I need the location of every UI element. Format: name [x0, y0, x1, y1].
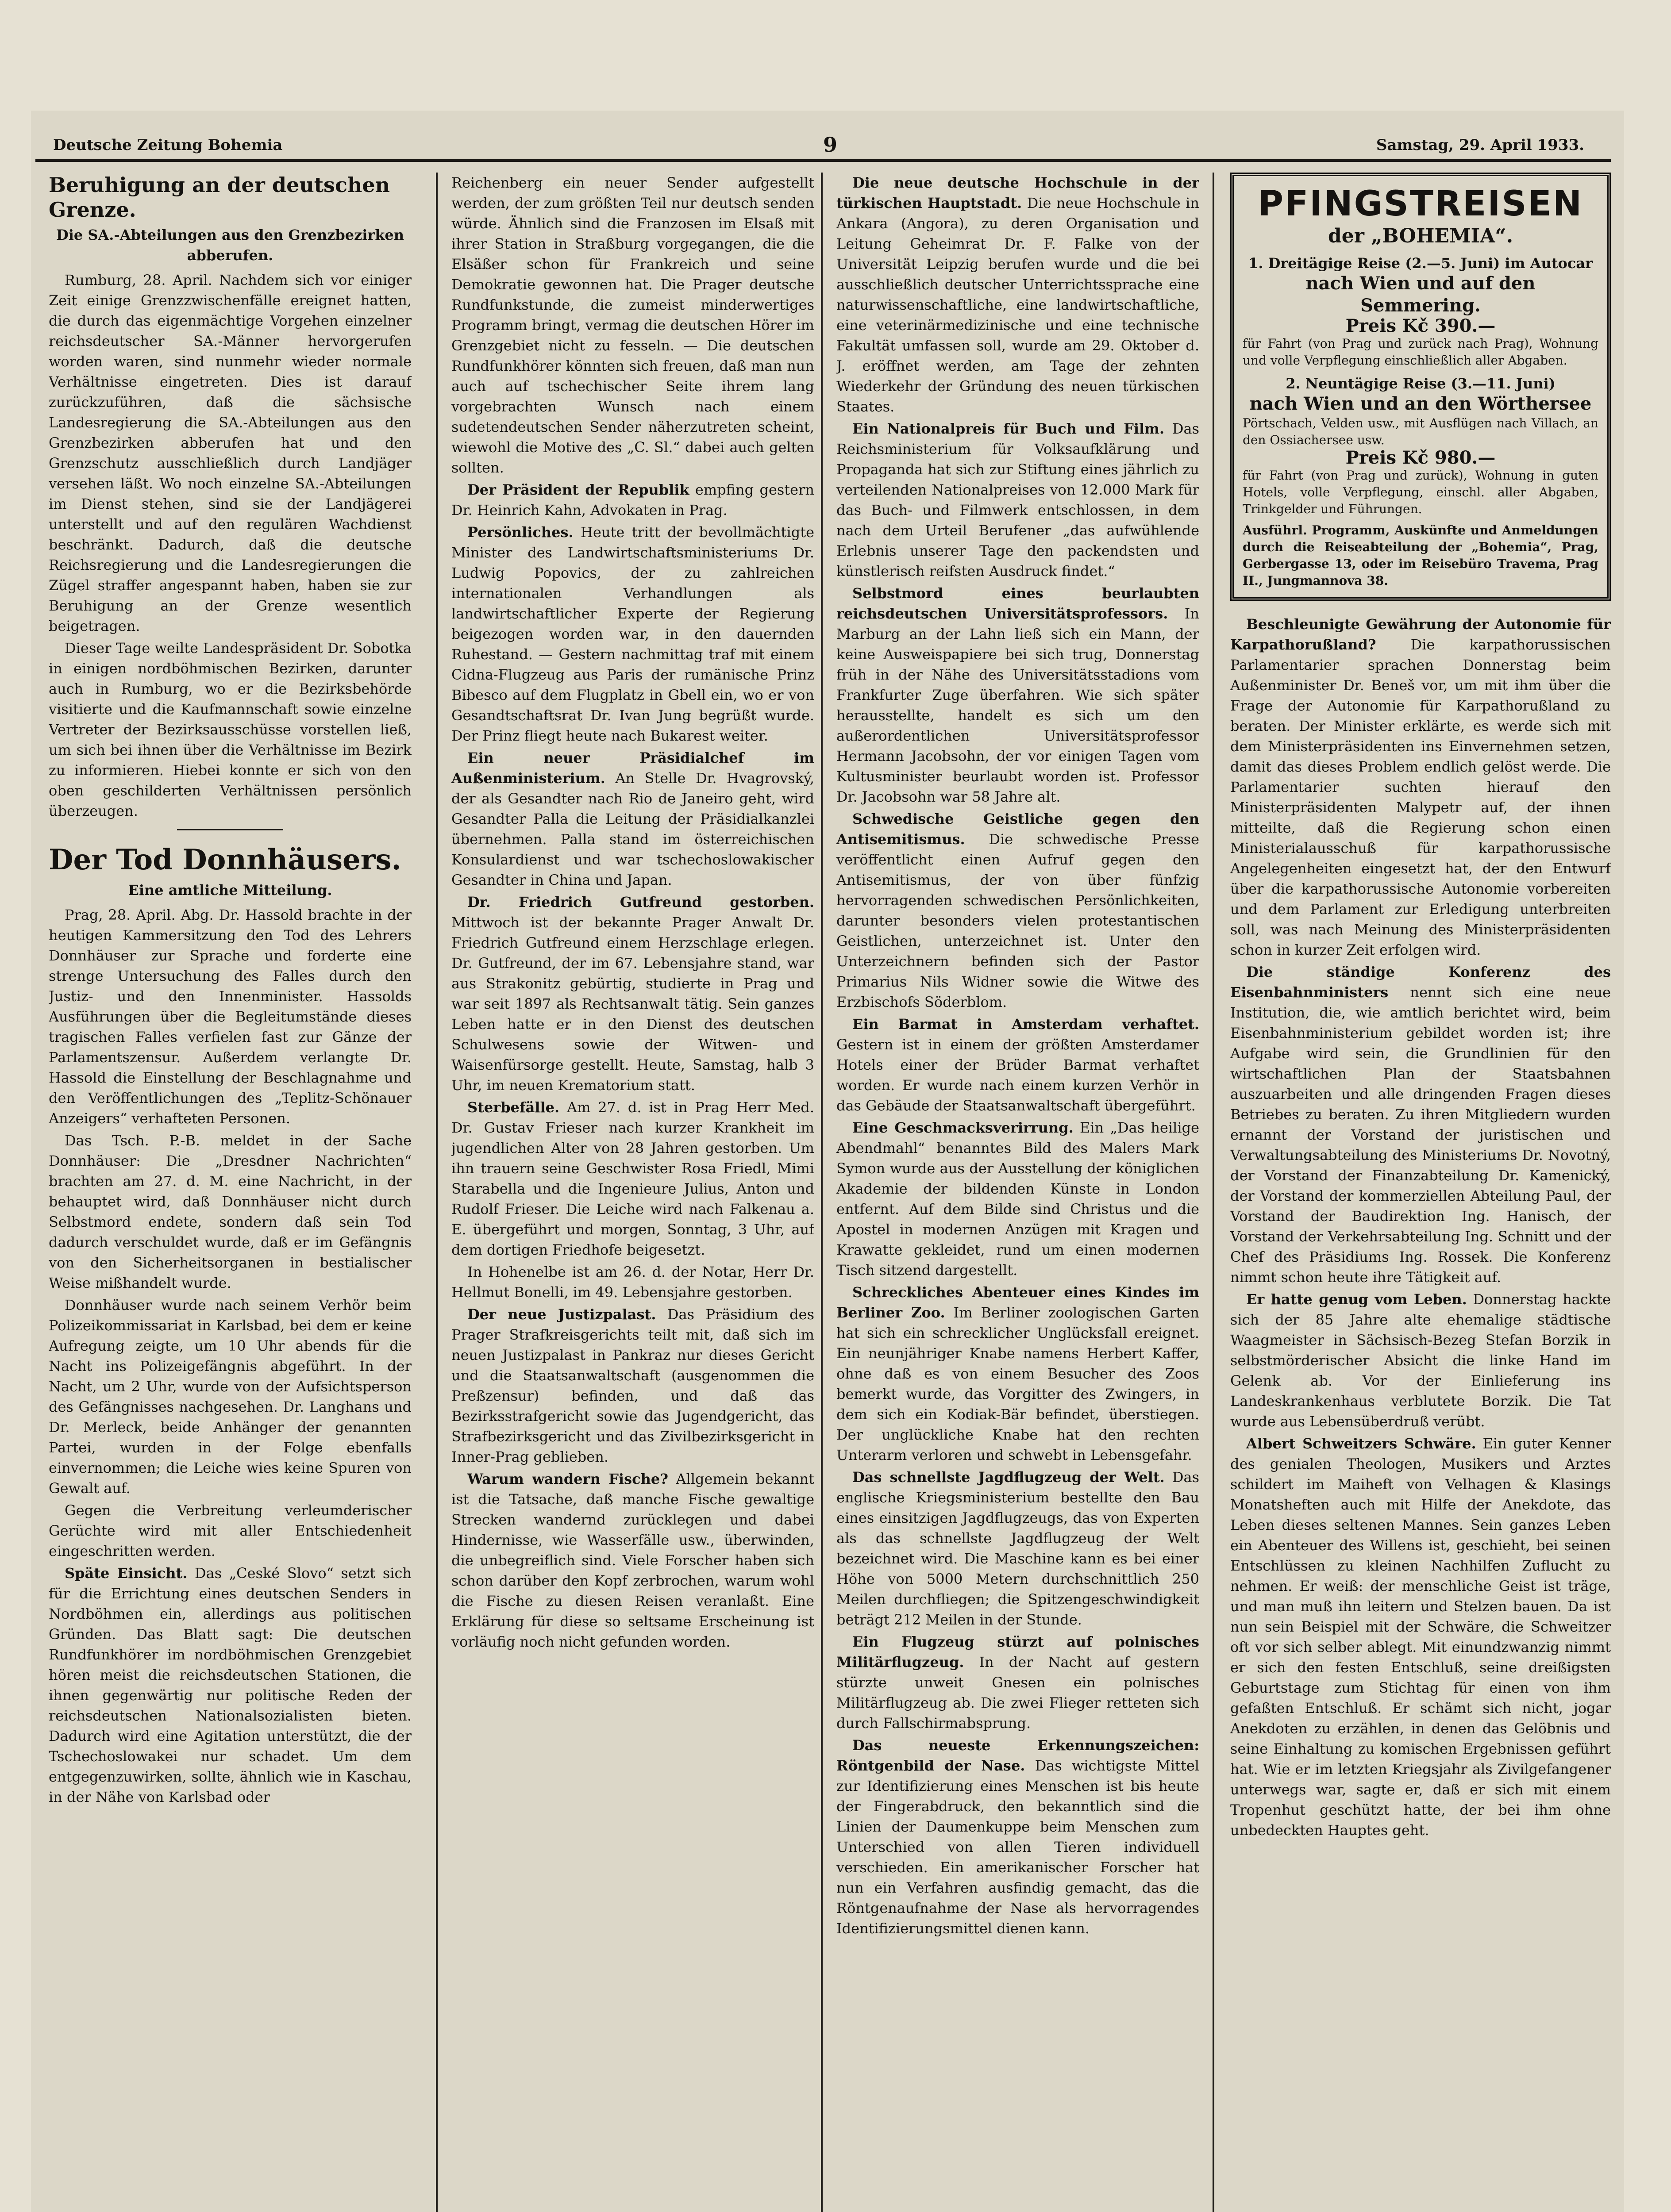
- ad-trip: 2. Neuntägige Reise (3.—11. Juni): [1286, 375, 1555, 392]
- column-4: [1230, 173, 1611, 2212]
- paragraph: Reichenberg ein neuer Sender aufgestellt werden, der zum größten Teil nur deutsch senden würde. Ähnlich sind die Franzosen im Elsaß mit ihrer Station in Straßburg vorgegangen, die die Elsäßer schon für Frankreich und seine Demokratie gewonnen hat. Die Prager deutsche Rundfunkstunde, die zumeist minderwertiges Programm bringt, vermag die deutschen Hörer im Grenzgebiet nicht zu fesseln. — Die deutschen Rundfunkhörer könnten sich freuen, daß man nun auch auf tschechischer Seite ihrem lang vorgebrachten Wunsch nach einem sudetendeutschen Sender näherzutreten scheint, wiewohl die Motive des „C. Sl.“ dabei auch gelten sollten.: [451, 174, 814, 476]
- paragraph: Gegen die Verbreitung verleumderischer Gerüchte wird mit aller Entschiedenheit eingeschritten werden.: [49, 1502, 412, 1559]
- advertisement-pfingstreisen: [1230, 173, 1611, 601]
- paragraph: empfing gestern Dr. Heinrich Kahn, Advokaten in Prag.: [451, 481, 814, 518]
- paragraph: An Stelle Dr. Hvagrovský, der als Gesandter nach Rio de Janeiro geht, wird Gesandter Palla die Leitung der Präsidialkanzlei übernehmen. Palla stand im österreichischen Konsulardienst und war tschechoslowakischer Gesandter in China und Japan.: [451, 770, 814, 888]
- section-title: Ein neuer Präsidialchef im Außenministerium.: [451, 749, 814, 787]
- section-title: Die ständige Konferenz des Eisenbahnministers: [1230, 964, 1611, 1001]
- paragraph: Gestern ist in einem der größten Amsterdamer Hotels einer der Brüder Barmat verhaftet worden. Er wurde nach einem kurzen Verhör in das Gebäude der Staatsanwaltschaft übergeführt.: [836, 1036, 1199, 1114]
- paragraph: Donnhäuser wurde nach seinem Verhör beim Polizeikommissariat in Karlsbad, bei dem er keine Aufregung zeigte, um 10 Uhr abends für die Nacht ins Polizeigefängnis abgeführt. In der Nacht, um 2 Uhr, wurde von der Aufsichtsperson des Gefängnisses nachgesehen. Dr. Langhans und Dr. Merleck, beide Anhänger der genannten Partei, wurden in der Folge ebenfalls einvernommen; die Leiche wies keine Spuren von Gewalt auf.: [49, 1297, 412, 1497]
- section-title: Selbstmord eines beurlaubten reichsdeutschen Universitätsprofessors.: [836, 585, 1199, 622]
- headline: Beruhigung an der deutschen Grenze.: [49, 173, 390, 222]
- ad-title: PFINGSTREISEN: [1258, 184, 1583, 224]
- column-1: [49, 173, 412, 2212]
- ad-destination: nach Wien und auf den Semmering.: [1305, 273, 1536, 316]
- paragraph: Donnerstag hackte sich der 85 Jahre alte ehemalige städtische Waagmeister in Sächsisch-Bezeg Stefan Borzik in selbstmörderischer Absicht die linke Hand im Gelenk ab. Vor der Einlieferung ins Landeskrankenhaus verblutete Borzik. Die Tat wurde aus Lebensüberdruß verübt.: [1230, 1291, 1611, 1430]
- ad-destination: nach Wien und an den Wörthersee: [1249, 393, 1592, 414]
- paragraph: Ein guter Kenner des genialen Theologen, Musikers und Arztes schildert im Maiheft von Velhagen & Klasings Monatsheften auch mit Hilfe der Anekdote, das Leben dieses seltenen Mannes. Sein ganzes Leben ein Abenteuer des Willens ist, geschieht, bei seinen Entschlüssen zu kleinen Nachhilfen Zuflucht zu nehmen. Er weiß: der menschliche Geist ist träge, und man muß ihn leitern und Stelzen bauen. Da ist nun sein Beispiel mit der Schwäre, die Schweitzer oft vor sich selber ablegt. Mit einundzwanzig nimmt er sich den festen Entschluß, seine dreißigsten Geburtstage zum Stichtag für einen von ihm gefaßten Entschluß. Er schämt sich nicht, jogar Anekdoten zu erzählen, in denen das Gelöbnis und seine Einhaltung zu komischen Ergebnissen geführt hat. Wie er im letzten Kriegsjahr als Zivilgefangener unterwegs war, sagte er, daß er sich mit einem Tropenhut geschützt hatte, der bei ihm ohne unbedeckten Hauptes geht.: [1230, 1435, 1611, 1839]
- article-grenze: [49, 173, 412, 821]
- paragraph: Dieser Tage weilte Landespräsident Dr. Sobotka in einigen nordböhmischen Bezirken, darunter auch in Rumburg, wo er die Bezirksbehörde visitierte und die Kaufmannschaft sowie einzelne Vertreter der Bezirksausschüsse vorstellen ließ, um sich bei ihnen über die Verhältnisse im Bezirk zu informieren. Hiebei konnte er sich von den oben geschilderten Verhältnissen persönlich überzeugen.: [49, 640, 412, 819]
- paragraph: Das „Ceské Slovo“ setzt sich für die Errichtung eines deutschen Senders in Nordböhmen ein, allerdings aus politischen Gründen. Das Blatt sagt: Die deutschen Rundfunkhörer im nordböhmischen Grenzgebiet hören meist die reichsdeutschen Stationen, die ihnen gegenwärtig nur politische Reden der reichsdeutschen Nationalsozialisten bieten. Dadurch wird eine Agitation unterstützt, die der Tschechoslowakei nur schadet. Um dem entgegenzuwirken, sollte, ähnlich wie in Kaschau, in der Nähe von Karlsbad oder: [49, 1565, 412, 1805]
- paragraph: Das Präsidium des Prager Strafkreisgerichts teilt mit, daß sich im neuen Justizpalast in Pankraz nur dieses Gericht und die Staatsanwaltschaft (ausgenommen die Preßzensur) befinden, und daß das Bezirksstrafgericht sowie das Jugendgericht, das Strafbezirksgericht und das Zivilbezirksgericht in Inner-Prag geblieben.: [451, 1306, 814, 1465]
- paragraph: Das englische Kriegsministerium bestellte den Bau eines einsitzigen Jagdflugzeugs, das von Experten als das schnellste Jagdflugzeug der Welt bezeichnet wird. Die Maschine kann es bei einer Höhe von 5000 Metern durchschnittlich 250 Meilen durchfliegen; die Spitzengeschwindigkeit beträgt 212 Meilen in der Stunde.: [836, 1469, 1199, 1628]
- section-title: Der Präsident der Republik: [467, 481, 689, 498]
- issue-date: Samstag, 29. April 1933.: [1376, 136, 1584, 154]
- section-title: Beschleunigte Gewährung der Autonomie für Karpathorußland?: [1230, 616, 1611, 653]
- column-3: [836, 173, 1199, 2212]
- headline: Der Tod Donnhäusers.: [49, 843, 401, 876]
- article-donnhaeuser: [49, 843, 412, 1561]
- article-separator: [177, 829, 283, 830]
- paragraph: Die neue Hochschule in Ankara (Angora), zu deren Organisation und Leitung Geheimrat Dr. F. Falke von der Universität Leipzig berufen wurde und die bei ausschließlich deutscher Unterrichtssprache eine naturwissenschaftliche, eine landwirtschaftliche, eine veterinärmedizinische und eine technische Fakultät umfassen soll, wurde am 29. Oktober d. J. eröffnet werden, am Tage der zehnten Wiederkehr der Gründung des neuen türkischen Staates.: [836, 195, 1199, 415]
- ad-note: für Fahrt (von Prag und zurück nach Prag), Wohnung und volle Verpflegung einschließlich aller Abgaben.: [1243, 336, 1598, 368]
- paragraph: Das wichtigste Mittel zur Identifizierung eines Menschen ist bis heute der Fingerabdruck, den bekanntlich sind die Linien der Daumenkuppe beim Menschen zum Unterschied von allen Tieren individuell verschieden. Ein amerikanischer Forscher hat nun ein Verfahren ausfindig gemacht, das die Röntgenaufnahme der Nase als hervorragendes Identifizierungsmittel dienen kann.: [836, 1757, 1199, 1937]
- column-rule: [1213, 173, 1214, 2212]
- subheadline: Die SA.-Abteilungen aus den Grenzbezirken abberufen.: [56, 227, 404, 264]
- newspaper-name: Deutsche Zeitung Bohemia: [53, 136, 283, 154]
- section-title: Schreckliches Abenteuer eines Kindes im Berliner Zoo.: [836, 1284, 1199, 1321]
- ad-trip: 1. Dreitägige Reise (2.—5. Juni) im Autocar: [1248, 255, 1593, 272]
- paragraph: In Marburg an der Lahn ließ sich ein Mann, der keine Ausweispapiere bei sich trug, Donnerstag früh in der Nähe des Universitätsstadions vom Frankfurter Zuge überfahren. Wie sich später herausstellte, handelt es sich um den außerordentlichen Universitätsprofessor Hermann Jacobsohn, der vor einigen Tagen vom Kultusminister beurlaubt worden ist. Professor Dr. Jacobsohn war 58 Jahre alt.: [836, 605, 1199, 805]
- ad-note: für Fahrt (von Prag und zurück), Wohnung in guten Hotels, volle Verpflegung, einschl. aller Abgaben, Trinkgelder und Führungen.: [1243, 468, 1598, 516]
- paragraph: Prag, 28. April. Abg. Dr. Hassold brachte in der heutigen Kammersitzung den Tod des Lehrers Donnhäuser zur Sprache und forderte eine strenge Untersuchung des Falles durch den Justiz- und den Innenminister. Hassolds Ausführungen über die Begleitumstände dieses tragischen Falles verfielen fast zur Gänze der Parlamentszensur. Außerdem verlangte Dr. Hassold die Einstellung der Beschlagnahme und den Veröffentlichungen des „Teplitz-Schönauer Anzeigers“ verhafteten Personen.: [49, 906, 412, 1127]
- column-2: [451, 173, 814, 2212]
- section-title: Ein Flugzeug stürzt auf polnisches Militärflugzeug.: [836, 1633, 1199, 1671]
- section-title: Dr. Friedrich Gutfreund gestorben.: [467, 894, 814, 910]
- paragraph: Die schwedische Presse veröffentlicht einen Aufruf gegen den Antisemitismus, der von über fünfzig hervorragenden schwedischen Persönlichkeiten, darunter besonders vielen protestantischen Geistlichen, unterzeichnet ist. Unter den Unterzeichnern befinden sich der Pastor Primarius Nils Widner sowie die Witwe des Erzbischofs Söderblom.: [836, 831, 1199, 1010]
- section-title: Das schnellste Jagdflugzeug der Welt.: [852, 1469, 1165, 1486]
- column-rule: [436, 173, 438, 2212]
- section-title: Der neue Justizpalast.: [467, 1306, 656, 1323]
- paragraph: Das Reichsministerium für Volksaufklärung und Propaganda hat sich zur Stiftung eines jährlich zu verteilenden Nationalpreises von 12.000 Mark für das Buch- und Filmwerk entschlossen, in dem nach dem Urteil Berufener „das aufwühlende Erlebnis unserer Tage den packendsten und künstlerisch reifsten Ausdruck findet.“: [836, 420, 1199, 580]
- ad-footer: Ausführl. Programm, Auskünfte und Anmeldungen durch die Reiseabteilung der „Bohemia“, Prag, Gerbergasse 13, oder im Reisebüro Travema, Prag II., Jungmannova 38.: [1243, 523, 1598, 588]
- paragraph: Im Berliner zoologischen Garten hat sich ein schrecklicher Unglücksfall ereignet. Ein neunjähriger Knabe namens Herbert Kaffer, ohne daß es von einem Besucher des Zoos bemerkt wurde, das Vorgitter des Zwingers, in dem sich ein Kodiak-Bär befindet, überstiegen. Der unglückliche Knabe hat den rechten Unterarm verloren und schwebt in Lebensgefahr.: [836, 1304, 1199, 1463]
- section-title: Die neue deutsche Hochschule in der türkischen Hauptstadt.: [836, 174, 1199, 211]
- page-header: [35, 128, 1611, 162]
- paragraph: Heute tritt der bevollmächtigte Minister des Landwirtschaftsministeriums Dr. Ludwig Popovics, der zu zahlreichen internationalen Verhandlungen als landwirtschaftlicher Experte der Regierung beigezogen worden war, in den dauernden Ruhestand. — Gestern nachmittag traf mit einem Cidna-Flugzeug aus Paris der rumänische Prinz Bibesco auf dem Flugplatz in Gbell ein, wo er von Gesandtschaftsrat Dr. Ivan Jung begrüßt wurde. Der Prinz fliegt heute nach Bukarest weiter.: [451, 524, 814, 744]
- section-title: Er hatte genug vom Leben.: [1246, 1291, 1467, 1308]
- paragraph: Rumburg, 28. April. Nachdem sich vor einiger Zeit einige Grenzzwischenfälle ereignet hatten, die durch das eigenmächtige Vorgehen einzelner reichsdeutscher SA.-Männer hervorgerufen worden waren, sind nunmehr wieder normale Verhältnisse eingetreten. Dies ist darauf zurückzuführen, daß die sächsische Landesregierung die SA.-Abteilungen aus den Grenzbezirken abberufen hat und den Grenzschutz ausschließlich durch Landjäger versehen läßt. Wo noch einzelne SA.-Abteilungen im Dienst stehen, sind sie der Landjägerei unterstellt und auf den regulären Wachdienst beschränkt. Dadurch, daß die deutsche Reichsregierung und die Landesregierungen die Zügel straffer angespannt haben, haben sie zur Beruhigung an der Grenze wesentlich beigetragen.: [49, 272, 412, 634]
- section-title: Sterbefälle.: [467, 1099, 560, 1116]
- section-title: Eine Geschmacksverirrung.: [852, 1119, 1074, 1136]
- section-title: Warum wandern Fische?: [467, 1471, 668, 1487]
- paragraph: Das Tsch. P.-B. meldet in der Sache Donnhäuser: Die „Dresdner Nachrichten“ brachten am 27. d. M. eine Nachricht, in der behauptet wird, daß Donnhäuser nicht durch Selbstmord endete, sondern daß sein Tod dadurch verschuldet wurde, daß er im Gefängnis von den Sicherheitsorganen in bestialischer Weise mißhandelt wurde.: [49, 1132, 412, 1291]
- paragraph: In der Nacht auf gestern stürzte unweit Gnesen ein polnisches Militärflugzeug ab. Die zwei Flieger retteten sich durch Fallschirmabsprung.: [836, 1654, 1199, 1732]
- section-title: Schwedische Geistliche gegen den Antisemitismus.: [836, 810, 1199, 848]
- article-spaete-einsicht: [49, 1563, 412, 1807]
- ad-price: Preis Kč 390.—: [1345, 315, 1496, 336]
- subheadline: Eine amtliche Mitteilung.: [128, 882, 332, 899]
- paragraph: Allgemein bekannt ist die Tatsache, daß manche Fische gewaltige Strecken wandernd zurücklegen und dabei Hindernisse, wie Wasserfälle usw., überwinden, die unbegreiflich sind. Viele Forscher haben sich schon darüber den Kopf zerbrochen, warum wohl die Fische zu diesen Reisen veranlaßt. Eine Erklärung für diese so seltsame Erscheinung ist vorläufig noch nicht gefunden worden.: [451, 1471, 814, 1650]
- page-number: 9: [823, 133, 838, 157]
- ad-subtitle: der „BOHEMIA“.: [1328, 225, 1513, 247]
- paragraph: In Hohenelbe ist am 26. d. der Notar, Herr Dr. Hellmut Bonelli, im 49. Lebensjahre gestorben.: [451, 1263, 814, 1301]
- column-rule: [821, 173, 823, 2212]
- section-title: Albert Schweitzers Schwäre.: [1246, 1435, 1476, 1452]
- section-title: Persönliches.: [467, 524, 574, 541]
- ad-price: Preis Kč 980.—: [1345, 447, 1496, 468]
- section-title: Ein Nationalpreis für Buch und Film.: [852, 420, 1165, 437]
- section-title: Das neueste Erkennungszeichen: Röntgenbild der Nase.: [836, 1737, 1199, 1774]
- section-title: Ein Barmat in Amsterdam verhaftet.: [852, 1016, 1199, 1033]
- paragraph: Mittwoch ist der bekannte Prager Anwalt Dr. Friedrich Gutfreund einem Herzschlage erlegen. Dr. Gutfreund, der im 67. Lebensjahre stand, war aus Strakonitz gebürtig, studierte in Prag und war seit 1897 als Rechtsanwalt tätig. Sein ganzes Leben hatte er in den Dienst des deutschen Schulwesens sowie der Witwen- und Waisenfürsorge gestellt. Heute, Samstag, halb 3 Uhr, im neuen Krematorium statt.: [451, 914, 814, 1094]
- paragraph: Die karpathorussischen Parlamentarier sprachen Donnerstag beim Außenminister Dr. Beneš vor, um mit ihm über die Frage der Autonomie für Karpathorußland zu beraten. Der Minister erklärte, es werde sich mit dem Ministerpräsidenten ins Einvernehmen setzen, damit das dieses Problem endlich gelöst werde. Die Parlamentarier suchten hierauf den Ministerpräsidenten Malypetr auf, der ihnen mitteilte, daß die Regierung schon einen Ministerialausschuß für karpathorussische Angelegenheiten eingesetzt hat, der den Entwurf über die karpathorussische Autonomie vorbereiten und dem Parlament zur Erledigung unterbreiten soll, was nach Meinung des Ministerpräsidenten schon in kurzer Zeit erfolgen wird.: [1230, 636, 1611, 958]
- ad-note: Pörtschach, Velden usw., mit Ausflügen nach Villach, an den Ossiachersee usw.: [1243, 416, 1598, 447]
- paragraph: nennt sich eine neue Institution, die, wie amtlich berichtet wird, beim Eisenbahnministerium gebildet worden ist; ihre Aufgabe wird sein, die Grundlinien für den wirtschaftlichen Plan der Staatsbahnen auszuarbeiten und alle dringenden Fragen dieses Betriebes zu beraten. Zu ihren Mitgliedern wurden ernannt der Vorstand der juristischen und Verwaltungsabteilung des Ministeriums Dr. Novotný, der Vorstand der Finanzabteilung Dr. Kamenický, der Vorstand der kommerziellen Abteilung Paul, der Vorstand der Baudirektion Ing. Hanisch, der Vorstand der Verkehrsabteilung Ing. Schnitt und der Chef des Präsidiums Ing. Rossek. Die Konferenz nimmt schon heute ihre Tätigkeit auf.: [1230, 984, 1611, 1286]
- paragraph: Ein „Das heilige Abendmahl“ benanntes Bild des Malers Mark Symon wurde aus der Ausstellung der königlichen Akademie der bildenden Künste in London entfernt. Auf dem Bilde sind Christus und die Apostel in modernen Anzügen mit Kragen und Krawatte gekleidet, rund um einen modernen Tisch sitzend dargestellt.: [836, 1119, 1199, 1279]
- paragraph: Am 27. d. ist in Prag Herr Med. Dr. Gustav Frieser nach kurzer Krankheit im jugendlichen Alter von 28 Jahren gestorben. Um ihn trauern seine Geschwister Rosa Friedl, Mimi Starabella und die Ingenieure Julius, Anton und Rudolf Frieser. Die Leiche wird nach Falkenau a. E. übergeführt und morgen, Sonntag, 3 Uhr, auf dem dortigen Friedhofe beigesetzt.: [451, 1099, 814, 1258]
- section-title: Späte Einsicht.: [65, 1565, 188, 1582]
